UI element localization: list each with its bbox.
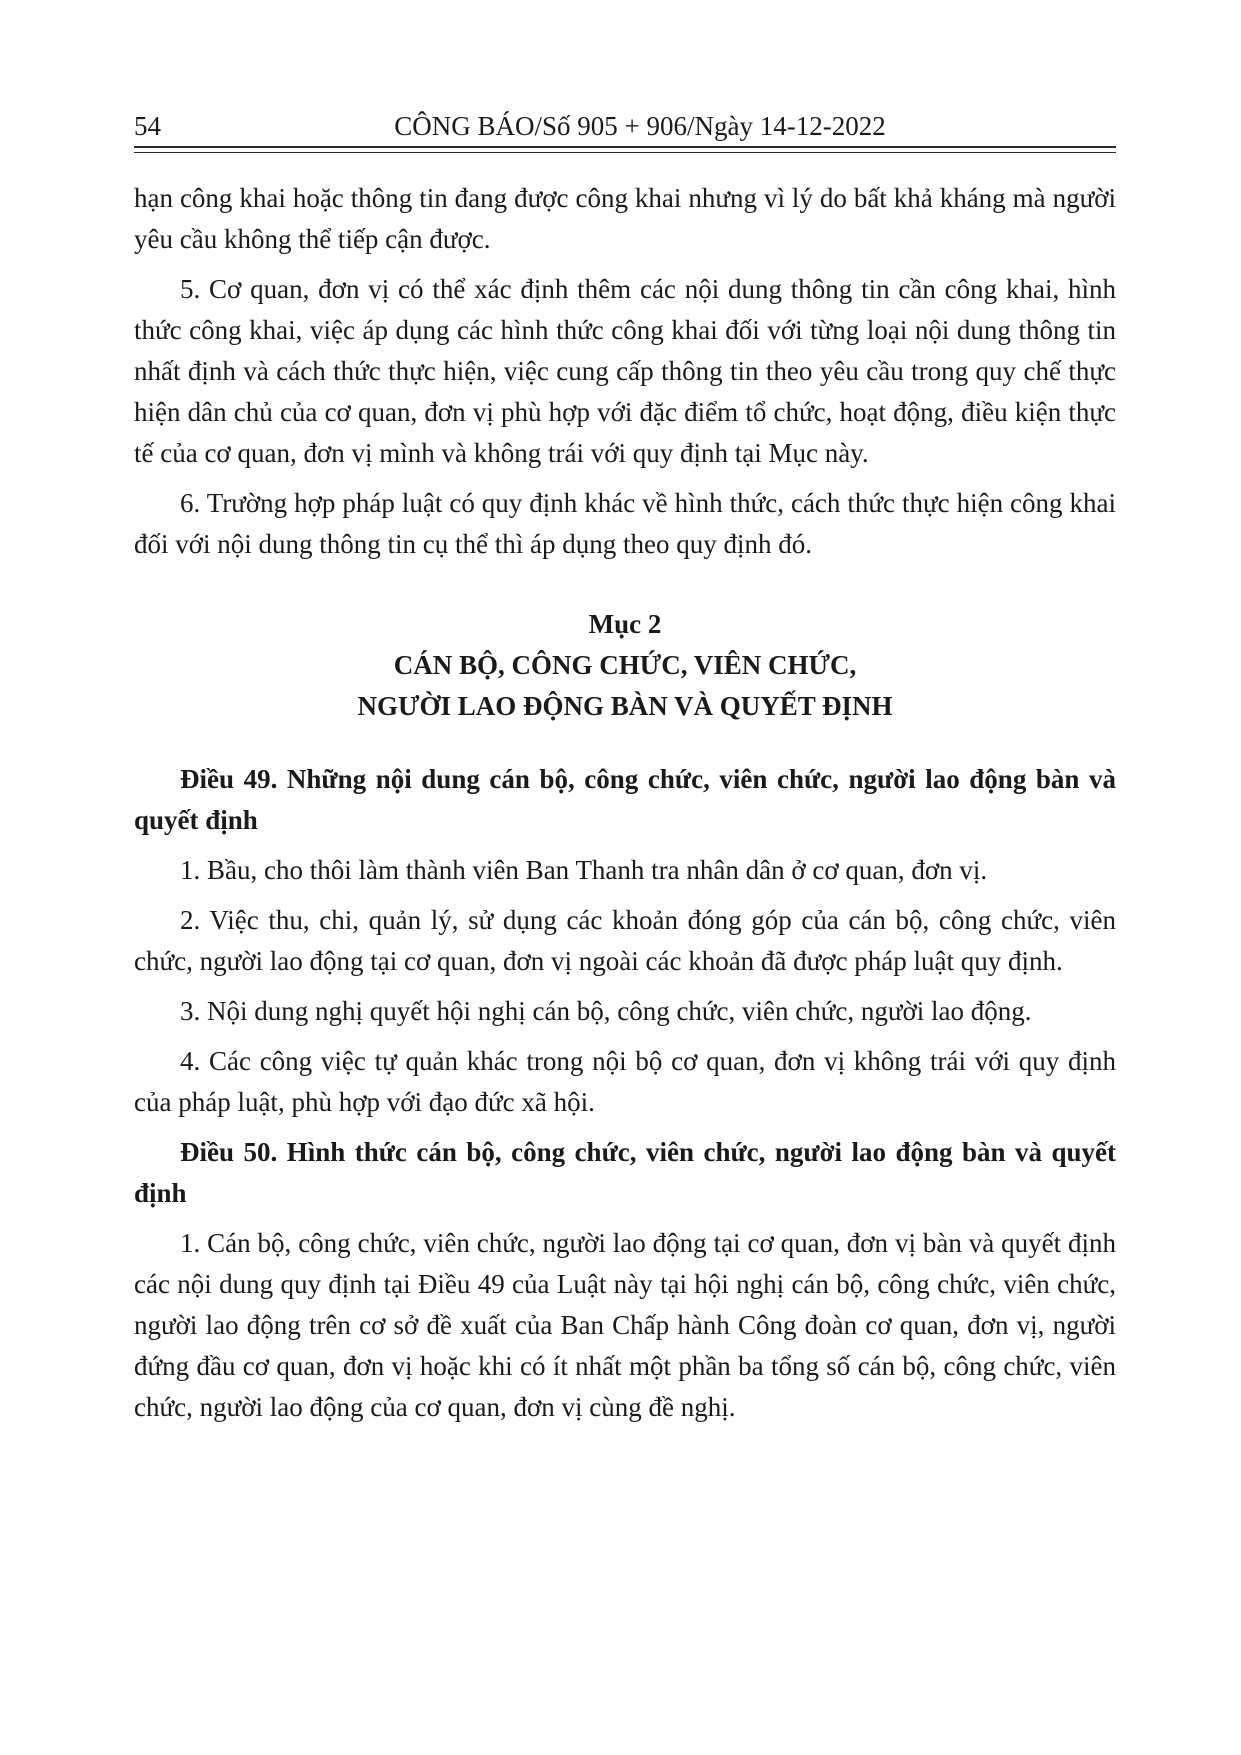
- document-body: [134, 178, 1116, 1437]
- article-50-title: Điều 50. Hình thức cán bộ, công chức, viên chức, người lao động bàn và quyết định: [134, 1137, 1116, 1208]
- continuation-paragraph: hạn công khai hoặc thông tin đang được công khai nhưng vì lý do bất khả kháng mà người yêu cầu không thể tiếp cận được.: [134, 183, 1116, 254]
- clause-5-paragraph: 5. Cơ quan, đơn vị có thể xác định thêm các nội dung thông tin cần công khai, hình thức công khai, việc áp dụng các hình thức công khai đối với từng loại nội dung thông tin nhất định và cách thức thực hiện, việc cung cấp thông tin theo yêu cầu trong quy chế thực hiện dân chủ của cơ quan, đơn vị phù hợp với đặc điểm tổ chức, hoạt động, điều kiện thực tế của cơ quan, đơn vị mình và không trái với quy định tại Mục này.: [134, 274, 1116, 468]
- article-49-item-1: 1. Bầu, cho thôi làm thành viên Ban Thanh tra nhân dân ở cơ quan, đơn vị.: [180, 855, 988, 885]
- section-label: Mục 2: [588, 609, 662, 639]
- clause-6-paragraph: 6. Trường hợp pháp luật có quy định khác về hình thức, cách thức thực hiện công khai đối với nội dung thông tin cụ thể thì áp dụng theo quy định đó.: [134, 488, 1116, 559]
- gazette-header-title: CÔNG BÁO/Số 905 + 906/Ngày 14-12-2022: [394, 111, 886, 141]
- page-header: [134, 106, 1116, 146]
- section-heading: [134, 604, 1116, 727]
- header-rule-thin: [134, 152, 1116, 153]
- header-rule-thick: [134, 146, 1116, 148]
- article-49-title: Điều 49. Những nội dung cán bộ, công chức, viên chức, người lao động bàn và quyết định: [134, 764, 1116, 835]
- page-number: 54: [134, 111, 161, 141]
- article-49-item-4: 4. Các công việc tự quản khác trong nội bộ cơ quan, đơn vị không trái với quy định của pháp luật, phù hợp với đạo đức xã hội.: [134, 1046, 1116, 1117]
- article-50-item-1: 1. Cán bộ, công chức, viên chức, người lao động tại cơ quan, đơn vị bàn và quyết định các nội dung quy định tại Điều 49 của Luật này tại hội nghị cán bộ, công chức, viên chức, người lao động trên cơ sở đề xuất của Ban Chấp hành Công đoàn cơ quan, đơn vị, người đứng đầu cơ quan, đơn vị hoặc khi có ít nhất một phần ba tổng số cán bộ, công chức, viên chức, người lao động của cơ quan, đơn vị cùng đề nghị.: [134, 1228, 1116, 1422]
- section-title-line-2: NGƯỜI LAO ĐỘNG BÀN VÀ QUYẾT ĐỊNH: [357, 691, 893, 721]
- article-49-item-2: 2. Việc thu, chi, quản lý, sử dụng các khoản đóng góp của cán bộ, công chức, viên chức, người lao động tại cơ quan, đơn vị ngoài các khoản đã được pháp luật quy định.: [134, 905, 1116, 976]
- section-title-line-1: CÁN BỘ, CÔNG CHỨC, VIÊN CHỨC,: [393, 650, 857, 680]
- article-49-item-3: 3. Nội dung nghị quyết hội nghị cán bộ, công chức, viên chức, người lao động.: [180, 996, 1032, 1026]
